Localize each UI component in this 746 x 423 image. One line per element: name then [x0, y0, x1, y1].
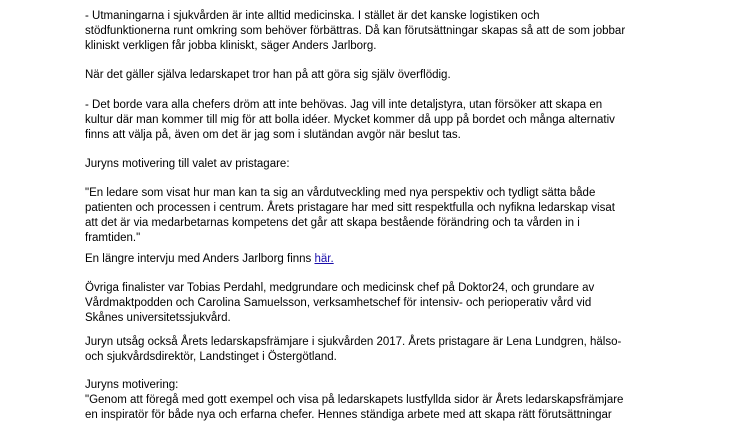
text-line: "En ledare som visat hur man kan ta sig an vårdutveckling med nya perspektiv och tydligt sätta både — [85, 187, 596, 199]
paragraph-quote-leadership — [85, 98, 615, 143]
text-line: Vårdmaktpodden och Carolina Samuelsson, verksamhetschef för intensiv- och perioperativ vård vid — [85, 297, 592, 309]
text-line: Juryns motivering: — [85, 379, 179, 391]
paragraph-jury-motivation — [85, 186, 615, 246]
text-line: Skånes universitetssjukvård. — [85, 312, 231, 324]
text-line: en inspiratör för både nya och erfarna chefer. Hennes ständiga arbete med att skapa rätt förutsättningar — [85, 409, 612, 421]
paragraph-quote-challenges — [85, 9, 625, 54]
interview-link[interactable]: här. — [314, 253, 334, 265]
text-line: Juryns motivering till valet av pristagare: — [85, 158, 290, 170]
paragraph-interview-link — [85, 252, 334, 267]
text-line: - Det borde vara alla chefers dröm att inte behövas. Jag vill inte detaljstyra, utan försöker att skapa en — [85, 99, 603, 111]
text-line: Juryn utsåg också Årets ledarskapsfrämjare i sjukvården 2017. Årets pristagare är Lena Lundgren, hälso- — [85, 336, 622, 348]
text-line: framtiden." — [85, 232, 141, 244]
text-line: - Utmaningarna i sjukvården är inte alltid medicinska. I stället är det kanske logistiken och — [85, 10, 540, 22]
paragraph-jury-motivation-2 — [85, 378, 623, 423]
text-line: "Genom att föregå med gott exempel och visa på ledarskapets lustfyllda sidor är Årets ledarskapsfrämjare — [85, 394, 624, 406]
interview-text: En längre intervju med Anders Jarlborg finns — [85, 253, 315, 265]
text-line: att det är via medarbetarnas kompetens det går att skapa bestående förändring och ta vården in i — [85, 217, 580, 229]
text-line: patienten och processen i centrum. Årets pristagare har med sitt respektfulla och nyfikna ledarskap visat — [85, 202, 615, 214]
text-line — [85, 252, 334, 267]
text-line: När det gäller själva ledarskapet tror han på att göra sig själv överflödig. — [85, 69, 451, 81]
paragraph-jury-heading — [85, 157, 290, 172]
paragraph-finalists — [85, 281, 594, 326]
paragraph-leadership-promoter — [85, 335, 621, 365]
paragraph-leadership-intro — [85, 68, 451, 83]
text-line: finns att välja på, även om det är jag som i slutändan avgör när beslut tas. — [85, 129, 461, 141]
text-line: stödfunktionerna runt omkring som behöver förbättras. Då kan förutsättningar skapas så att de som jobbar — [85, 25, 626, 37]
text-line: kultur där man kommer till mig för att bolla idéer. Mycket kommer då upp på bordet och många alternativ — [85, 114, 615, 126]
text-line: Övriga finalister var Tobias Perdahl, medgrundare och medicinsk chef på Doktor24, och grundare av — [85, 282, 595, 294]
text-line: kliniskt verkligen får jobba kliniskt, säger Anders Jarlborg. — [85, 40, 377, 52]
text-line: och sjukvårdsdirektör, Landstinget i Östergötland. — [85, 351, 337, 363]
